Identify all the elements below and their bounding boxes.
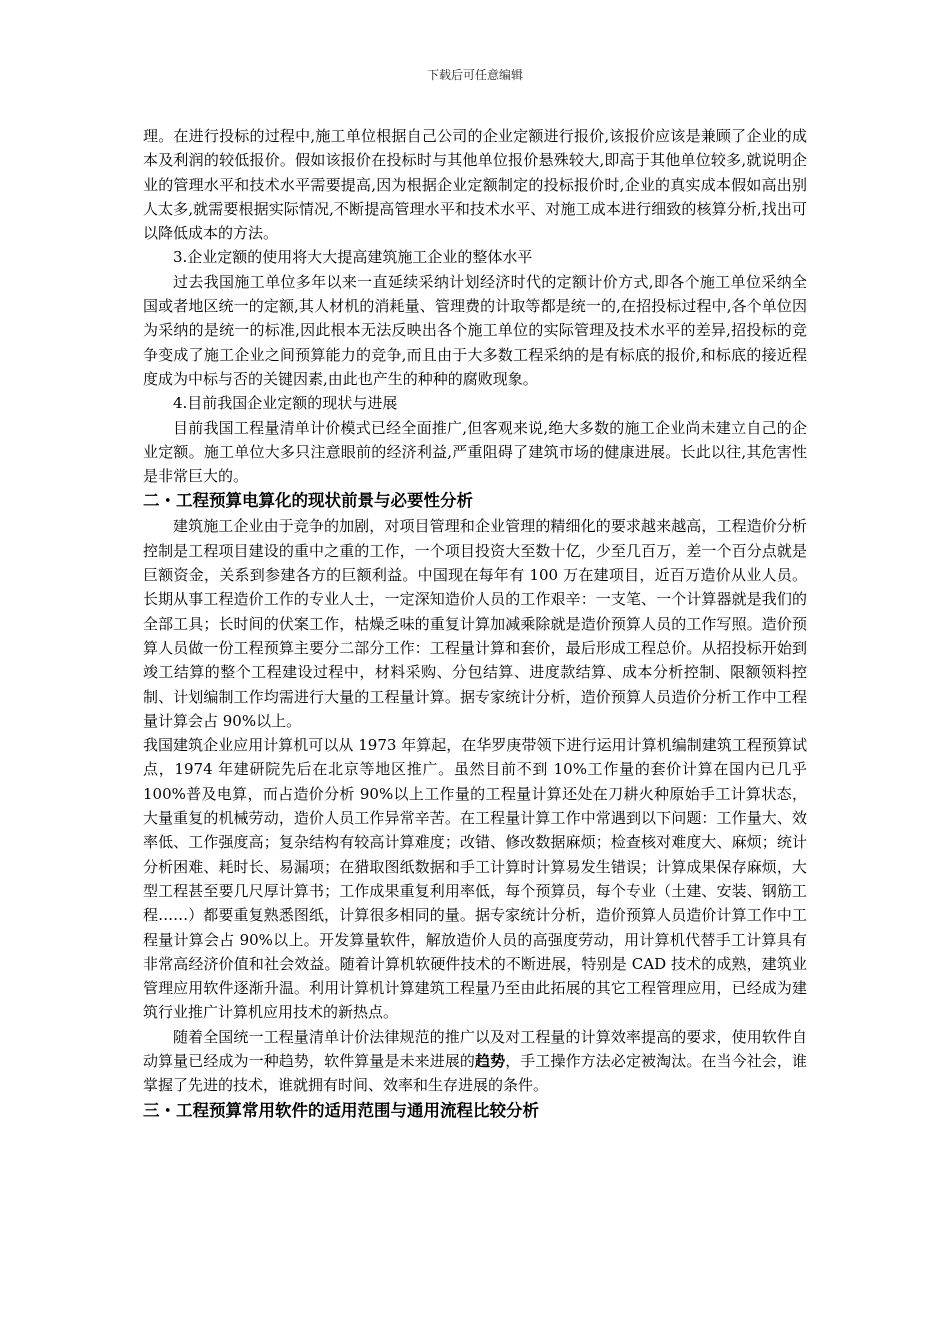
subsection-4-paragraph: 目前我国工程量清单计价模式已经全面推广,但客观来说,绝大多数的施工企业尚未建立自己的企业定额。施工单位大多只注意眼前的经济利益,严重阻碍了建筑市场的健康进展。长此以往,其危害性是非常巨大的。	[143, 418, 807, 486]
document-body	[143, 124, 807, 1124]
section-2-paragraph-1: 建筑施工企业由于竞争的加剧，对项目管理和企业管理的精细化的要求越来越高，工程造价分析控制是工程项目建设的重中之重的工作，一个项目投资大至数十亿，少至几百万，差一个百分点就是巨额资金，关系到参建各方的巨额利益。中国现在每年有 100 万在建项目，近百万造价从业人员。长期从事工程造价工作的专业人士，一定深知造价人员的工作艰辛：一支笔、一个计算器就是我们的全部工具；长时间的伏案工作，枯燥乏味的重复计算加减乘除就是造价预算人员的工作写照。造价预算人员做一份工程预算主要分二部分工作：工程量计算和套价，最后形成工程总价。从招投标开始到竣工结算的整个工程建设过程中，材料采购、分包结算、进度款结算、成本分析控制、限额领料控制、计划编制工作均需进行大量的工程量计算。据专家统计分析，造价预算人员造价分析工作中工程量计算会占 90%以上。	[143, 517, 807, 730]
subsection-3-title: 3.企业定额的使用将大大提高建筑施工企业的整体水平	[173, 248, 533, 267]
paragraph-3-text-a: 随着全国统一工程量清单计价法律规范的推广以及对工程量的计算效率提高的要求，使用软件自动算量已经成为一种趋势，软件算量是未来进展的	[143, 1027, 807, 1070]
section-2-paragraph-2: 我国建筑企业应用计算机可以从 1973 年算起，在华罗庚带领下进行运用计算机编制建筑工程预算试点，1974 年建研院先后在北京等地区推广。虽然目前不到 10%工作量的套价计算在国内已几乎 100%普及电算，而占造价分析 90%以上工作量的工程量计算还处在刀耕火种原始手工计算状态，大量重复的机械劳动，造价人员工作异常辛苦。在工程量计算工作中常遇到以下问题：工作量大、效率低、工作强度高；复杂结构有较高计算难度；改错、修改数据麻烦；检查核对难度大、麻烦；统计分析困难、耗时长、易漏项；在猎取图纸数据和手工计算时计算易发生错误；计算成果保存麻烦，大型工程甚至要几尺厚计算书；工作成果重复利用率低，每个预算员，每个专业（土建、安装、钢筋工程……）都要重复熟悉图纸，计算很多相同的量。据专家统计分析，造价预算人员造价计算工作中工程量计算会占 90%以上。开发算量软件，解放造价人员的高强度劳动，用计算机代替手工计算具有非常高经济价值和社会效益。随着计算机软硬件技术的不断进展，特别是 CAD 技术的成熟，建筑业管理应用软件逐渐升温。利用计算机计算建筑工程量乃至由此拓展的其它工程管理应用，已经成为建筑行业推广计算机应用技术的新热点。	[143, 736, 807, 1022]
section-2-paragraph-3	[143, 1025, 807, 1098]
section-2-heading: 二・工程预算电算化的现状前景与必要性分析	[143, 491, 473, 511]
subsection-4-title: 4.目前我国企业定额的现状与进展	[173, 394, 398, 413]
page-header: 下载后可任意编辑	[426, 68, 523, 82]
emphasis-trend: 趋势	[475, 1051, 506, 1070]
subsection-3-paragraph: 过去我国施工单位多年以来一直延续采纳计划经济时代的定额计价方式,即各个施工单位采纳全国或者地区统一的定额,其人材机的消耗量、管理费的计取等都是统一的,在招投标过程中,各个单位因为采纳的是统一的标准,因此根本无法反映出各个施工单位的实际管理及技术水平的差异,招投标的竞争变成了施工企业之间预算能力的竞争,而且由于大多数工程采纳的是有标底的报价,和标底的接近程度成为中标与否的关键因素,由此也产生的种种的腐败现象。	[143, 272, 807, 388]
section-3-heading: 三・工程预算常用软件的适用范围与通用流程比较分析	[143, 1100, 539, 1120]
paragraph-3-text-b: ，手工操作方法必定被淘汰。在当今社会，谁掌握了先进的技术，谁就拥有时间、效率和生存进展的条件。	[143, 1051, 807, 1095]
continued-paragraph: 理。在进行投标的过程中,施工单位根据自己公司的企业定额进行报价,该报价应该是兼顾了企业的成本及利润的较低报价。假如该报价在投标时与其他单位报价悬殊较大,即高于其他单位较多,就说明企业的管理水平和技术水平需要提高,因为根据企业定额制定的投标报价时,企业的真实成本假如高出别人太多,就需要根据实际情况,不断提高管理水平和技术水平、对施工成本进行细致的核算分析,找出可以降低成本的方法。	[143, 127, 807, 243]
